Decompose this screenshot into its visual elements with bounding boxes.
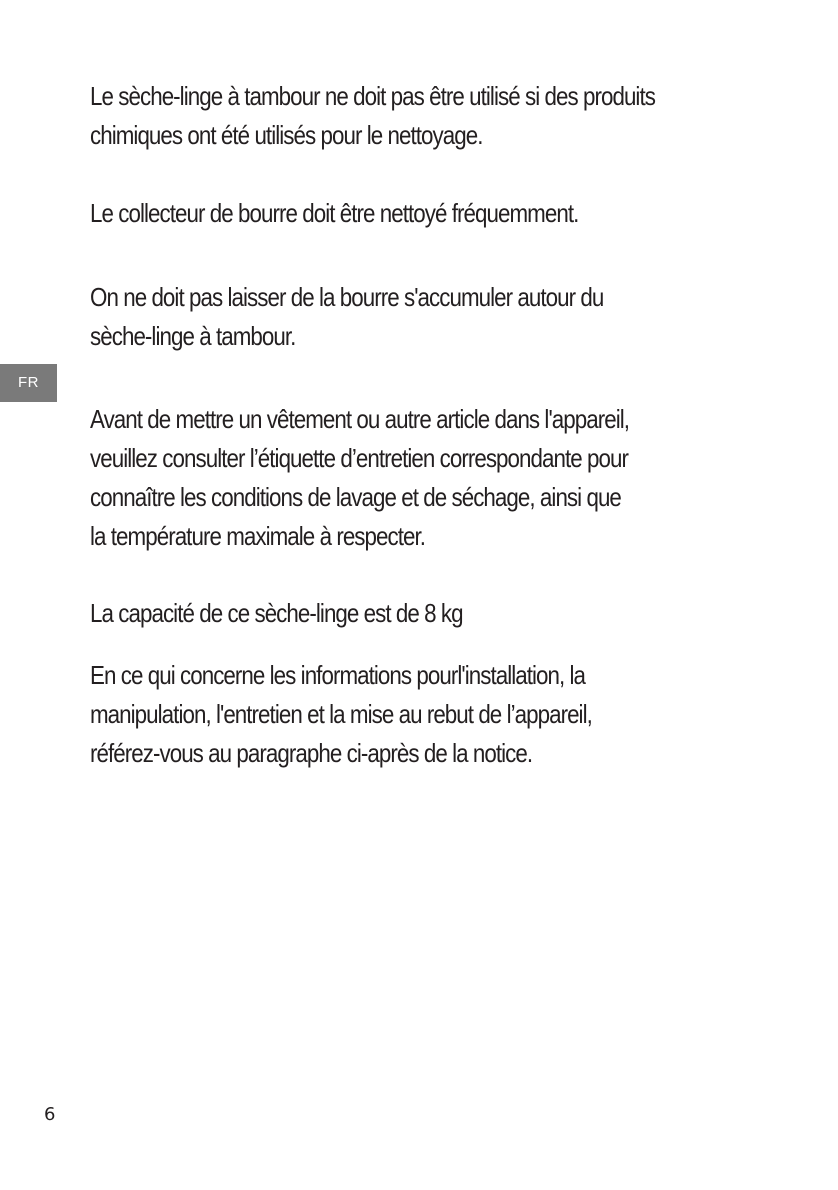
language-tab: FR [0,364,57,402]
text-line: la température maximale à respecter. [90,521,426,551]
text-line: La capacité de ce sèche-linge est de 8 kg [90,598,463,628]
text-line: veuillez consulter l’étiquette d’entretien correspondante pour [90,443,628,473]
text-line: On ne doit pas laisser de la bourre s'accumuler autour du [90,282,604,312]
paragraph-installation-info [90,656,795,773]
text-line: manipulation, l'entretien et la mise au rebut de l’appareil, [90,699,592,729]
text-line: Avant de mettre un vêtement ou autre article dans l'appareil, [90,404,630,434]
paragraph-care-label [90,400,795,556]
paragraph-lint-accumulation [90,278,795,356]
text-line: Le sèche-linge à tambour ne doit pas être utilisé si des produits [90,81,655,111]
page-number: 6 [44,1104,56,1125]
text-line: chimiques ont été utilisés pour le nettoyage. [90,120,483,150]
text-line: En ce qui concerne les informations pourl'installation, la [90,660,586,690]
text-line: Le collecteur de bourre doit être nettoyé fréquemment. [90,198,579,228]
paragraph-capacity [90,594,795,633]
text-line: connaître les conditions de lavage et de séchage, ainsi que [90,482,621,512]
text-line: sèche-linge à tambour. [90,321,296,351]
paragraph-chemical-warning [90,77,795,155]
text-line: référez-vous au paragraphe ci-après de la notice. [90,738,533,768]
paragraph-lint-filter [90,194,795,233]
